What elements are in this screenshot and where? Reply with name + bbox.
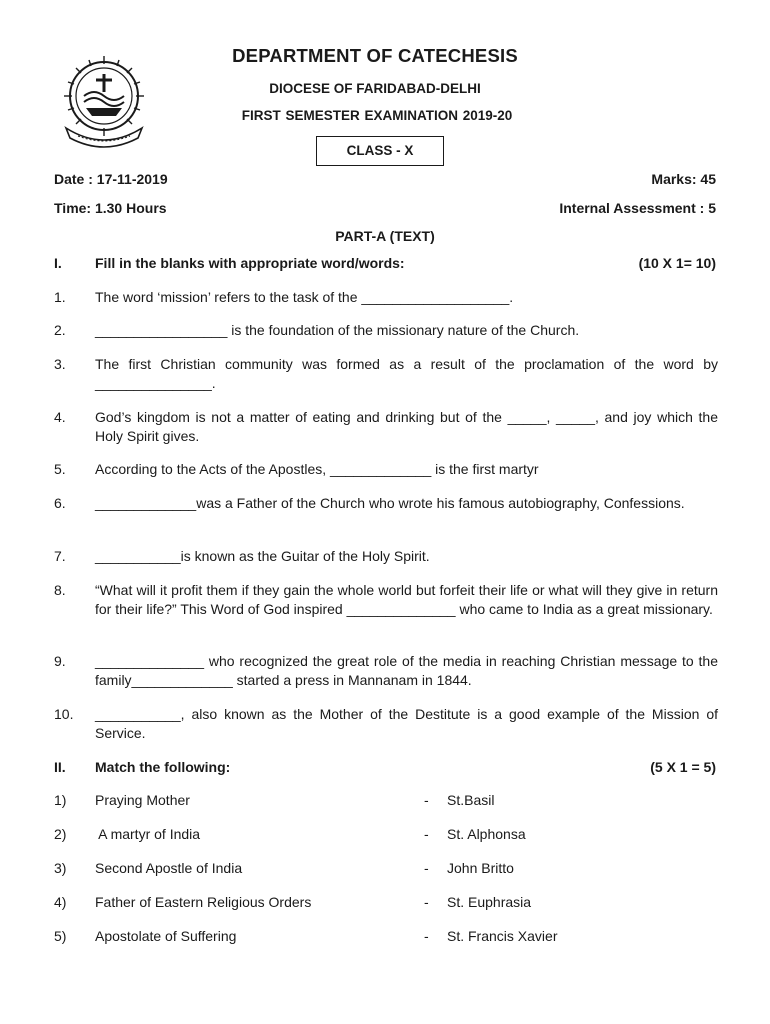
question — [54, 494, 718, 513]
match-number: 3) — [54, 860, 67, 876]
question-text: The first Christian community was formed as a result of the proclamation of the word by _______________. — [95, 356, 718, 391]
match-right: St. Euphrasia — [447, 894, 532, 910]
question-number: 9. — [54, 653, 66, 669]
section-number: II. — [54, 759, 66, 775]
match-right: St. Francis Xavier — [447, 928, 558, 944]
section-marks: (10 X 1= 10) — [638, 255, 716, 271]
question-number: 2. — [54, 322, 66, 338]
exam-date: Date : 17-11-2019 — [54, 171, 168, 187]
match-left: Father of Eastern Religious Orders — [95, 894, 312, 910]
exam-time: Time: 1.30 Hours — [54, 200, 167, 216]
question-number: 4. — [54, 409, 66, 425]
question — [54, 705, 718, 743]
match-dash: - — [424, 826, 429, 842]
question-number: 10. — [54, 706, 74, 722]
question-text: ___________is known as the Guitar of the Holy Spirit. — [95, 548, 430, 564]
question-text: According to the Acts of the Apostles, _____________ is the first martyr — [95, 461, 539, 477]
match-dash: - — [424, 792, 429, 808]
match-right: St. Alphonsa — [447, 826, 526, 842]
match-dash: - — [424, 860, 429, 876]
match-dash: - — [424, 928, 429, 944]
question — [54, 547, 718, 566]
question-text: “What will it profit them if they gain the whole world but forfeit their life or what will they give in return for their life?” This Word of God inspired ______________ who came to India as a great missionary. — [95, 582, 718, 617]
question-text: God’s kingdom is not a matter of eating and drinking but of the _____, _____, and joy which the Holy Spirit gives. — [95, 409, 718, 444]
diocese-name: DIOCESE OF FARIDABAD-DELHI — [269, 81, 481, 96]
match-left: Apostolate of Suffering — [95, 928, 237, 944]
question-number: 8. — [54, 582, 66, 598]
question-text: _________________ is the foundation of the missionary nature of the Church. — [95, 322, 580, 338]
total-marks: Marks: 45 — [651, 171, 716, 187]
match-number: 4) — [54, 894, 67, 910]
class-box: CLASS - X — [316, 136, 444, 166]
match-number: 2) — [54, 826, 67, 842]
match-dash: - — [424, 894, 429, 910]
department-title: DEPARTMENT OF CATECHESIS — [232, 45, 518, 66]
match-left: A martyr of India — [95, 826, 201, 842]
section-number: I. — [54, 255, 62, 271]
question — [54, 408, 718, 446]
part-heading: PART-A (TEXT) — [335, 228, 435, 244]
question — [54, 355, 718, 393]
section-title: Fill in the blanks with appropriate word/words: — [95, 255, 405, 271]
internal-assessment: Internal Assessment : 5 — [559, 200, 716, 216]
question — [54, 321, 718, 340]
question-number: 5. — [54, 461, 66, 477]
question-number: 3. — [54, 356, 66, 372]
question — [54, 288, 718, 307]
question-text: ___________, also known as the Mother of the Destitute is a good example of the Mission of Service. — [95, 706, 718, 741]
question-text: _____________was a Father of the Church who wrote his famous autobiography, Confessions. — [95, 495, 685, 511]
question-text: ______________ who recognized the great role of the media in reaching Christian message to the family_____________ started a press in Mannanam in 1844. — [95, 653, 718, 688]
match-left: Second Apostle of India — [95, 860, 243, 876]
match-left: Praying Mother — [95, 792, 190, 808]
question — [54, 460, 718, 479]
question-number: 6. — [54, 495, 66, 511]
match-right: St.Basil — [447, 792, 495, 808]
section-title: Match the following: — [95, 759, 231, 775]
question-number: 1. — [54, 289, 66, 305]
match-right: John Britto — [447, 860, 514, 876]
question — [54, 652, 718, 690]
match-number: 5) — [54, 928, 67, 944]
question-number: 7. — [54, 548, 66, 564]
exam-title: FIRST SEMESTER EXAMINATION 2019-20 — [241, 108, 513, 123]
question — [54, 581, 718, 619]
section-marks: (5 X 1 = 5) — [650, 759, 716, 775]
question-text: The word ‘mission’ refers to the task of the ___________________. — [95, 289, 514, 305]
match-number: 1) — [54, 792, 67, 808]
